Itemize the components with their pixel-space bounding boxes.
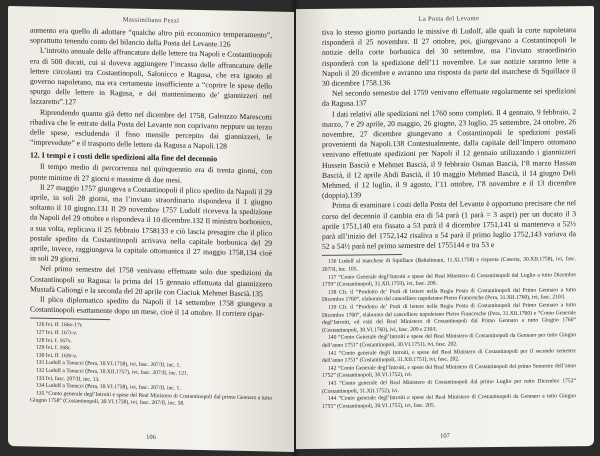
right-footnotes (322, 257, 576, 412)
footnote: 134 Ludolf a Tanucci (Pera, 10.VI.1758), ivi, fasc. 207/II, inc. 1. (36, 382, 181, 392)
footnote: 139 Cfr. il “Prodotto de’ Porti di lettere nella Regia Posta di Costantinopoli dal Primo Gennaro a tutto Dicembre 1760”, elaborato dal cancelliere napoletano Pietro Francesche (Pera, 31.XII.1760) e “Conto Generale degl’Introiti, ed esiti del Real Ministero di Costantinopoli dal Primo Gennaro a tutto Giugno 1760” (Costantinopoli, 30.VI.1760), ivi, fasc. 209 e 210/I. (322, 302, 576, 334)
footnote: 128 Ivi, f. 167v. (36, 337, 72, 345)
footnote: 130 Ivi, ff. 169r-v. (36, 352, 78, 360)
left-page (8, 6, 294, 452)
left-footnotes (30, 322, 272, 411)
footnote: 133 Ivi, fasc. 207/II, inc. 13. (36, 375, 100, 383)
right-page (296, 6, 594, 449)
footnote: 135 “Conto generale degl’Introiti e spese del Real Ministero di Costantinopoli dal primo Gennaro a tutto Giugno 1758” (Costantinopoli, 30.VI.1758), ivi, fasc. 207/II, inc. 58. (30, 390, 272, 408)
footnote: 143 “Conto generale del Real Ministero di Costantinopoli dal primo Luglio per tutto Dicembre 1752” (Costantinopoli, 31.XII.1752), ivi. (322, 378, 576, 395)
footnote: 137 “Conto Generale degl’Introiti e spese del Real Ministero di Costantinopoli dal Luglio a tutto Dicembre 1759” (Costantinopoli, 31.XII.1759), ivi, fasc. 209. (322, 271, 576, 289)
paragraph: Nel primo semestre del 1758 venivano effettuate solo due spedizioni da Costantinopoli su Ragusa: la prima del 15 gennaio effettuata dal giannizzero Mustafà Caliongi e la seconda del 20 aprile con Ciaciuk Mehmet Bascià.135 (30, 264, 272, 299)
paragraph: Riprendendo quanto già detto nel dicembre del 1758, Galeazzo Marescotti ribadiva che le entrate della Posta del Levante non coprivano neppure un terzo delle spese, escludendo il fisso mensile percepito dai giannizzeri, le “imprevedute” e il trasporto delle lettere da Ragusa a Napoli.128 (30, 107, 272, 151)
paragraph: Nel secondo semestre del 1759 venivano effettuate regolarmente sei spedizioni da Ragusa.137 (322, 86, 576, 109)
footnote: 132 Ludolf a Tanucci (Pera, 10.XII.1757), ivi, fasc. 207/II, inc. 121. (36, 367, 189, 377)
footnote: 141 “Conto generale degli Introiti, e spese del Real Ministero di Costantinopoli per il secondo semestre dell’anno 1751” (Costantinopoli, 31.XII.1751), ivi, fasc. 202. (322, 347, 576, 365)
footnote: 127 Ivi, ff. 167r-v. (36, 329, 78, 337)
paragraph: Il tempo medio di percorrenza nel quinquennio era di trenta giorni, con punte minime di 27 giorni e massime di due mesi. (30, 162, 272, 185)
footnote: 144 “Conto generale degl’Introiti e spese del Real Ministero di Costantinopoli da Gennaro a tutto Giugno 1755” (Costantinopoli, 30.VI.1755), ivi, fasc. 205. (322, 393, 576, 410)
footnote-rule (30, 318, 110, 321)
footnote: 126 Ivi, ff. 166v-17r. (36, 322, 83, 330)
footnote: 142 “Conto Generale degl’Introiti, e spese del Real Ministero di Costantinopoli del primo Semestre dell’anno 1752” (Costantinopoli, 30.VI.1752), ivi. (322, 362, 576, 380)
footnote-rule (322, 254, 402, 256)
footnote: 140 “Conto Generale degl’Introiti e spese del Real Ministero di Costantinopoli da Gennaro per tutto Giugno dell’anno 1751” (Costantinopoli, 30.VI.1751), ivi, fasc. 202. (322, 332, 576, 349)
page-number-left: 106 (146, 433, 156, 442)
footnote: 136 Ludolf al marchese di Squillace (Baltalimani, 11.XI.1758) e risposta (Caserta, 30.XII.1758), ivi, fasc. 207/II, inc. 105. (322, 256, 576, 273)
paragraph: L’introito annuale delle affrancature delle lettere tra Napoli e Costantinopoli era di 500 ducati, cui si doveva aggiungere l’incasso delle affrancature delle lettere circolanti tra Costantinopoli, Salonicco e Ragusa, che era ignoto al governo napoletano, ma era certamente insufficiente a “coprire le spese dello spurgo delle lettere in Ragusa, e del mantenimento de’ giannizzeri nel lazzaretto”.127 (30, 46, 272, 107)
paragraph: Il 27 maggio 1757 giungeva a Costantinopoli il plico spedito da Napoli il 29 aprile, in soli 28 giorni, ma l’inviato straordinario rispondeva il 1 giugno soltanto il 10 giugno.131 Il 29 novembre 1757 Ludolf riceveva la spedizione da Napoli del 29 ottobre e rispondeva il 10 dicembre.132 Il ministro borbonico, a sua volta, replicava il 25 febbraio 1758133 e ciò lascia presagire che il plico postale spedito da Costantinopoli arrivava nella capitale borbonica del 29 aprile, invece, raggiungeva la capitale ottomanica il 27 maggio 1758,134 cioè in soli 29 giorni. (30, 182, 272, 264)
page-number-right: 107 (440, 432, 450, 440)
paragraph: Prima di esaminare i costi della Posta del Levante è opportuno precisare che nel corso del decennio il cambio era di 54 parà (1 parà = 3 aspri) per un ducato il 3 aprile 1751,140 era fissato a 53 parà il 4 dicembre 1751,141 si manteneva a 52½ parà all’inizio del 1752,142 risaliva a 54 parà il primo luglio 1752,143 variava da 52 a 54½ parà nel primo semestre del 1755144 e tra 53 e (322, 198, 576, 252)
left-body-text (30, 25, 272, 320)
section-title: 12. I tempi e i costi delle spedizioni alla fine del decennio (30, 150, 218, 164)
right-body-text (322, 25, 576, 252)
paragraph: Il plico diplomatico spedito da Napoli il 14 settembre 1758 giungeva a Costantinopoli esattamente dopo un mese, cioè il 14 ottobre. Il corriere ripar- (30, 294, 272, 319)
paragraph: I dati relativi alle spedizioni nel 1760 sono completi. Il 4 gennaio, 9 febbraio, 2 marzo, 7 e 29 aprile, 20 maggio, 26 giugno, 23 luglio, 25 settembre, 24 ottobre, 26 novembre, 27 dicembre giungevano a Costantinopoli le spedizioni postali provenienti da Napoli.138 Contestualmente, dalla capitale dell’Impero ottomano venivano effettuate spedizioni per Napoli il 12 gennaio utilizzando i giannizzeri Hussein Bascià e Mehmet Bascià, il 9 febbraio Osman Bascià, l’8 marzo Hassan Bascià, il 12 aprile Abdi Bascià, il 10 maggio Mehmed Bascià, il 14 giugno Deli Mehmed, il 12 luglio, il 9 agosto, l’11 ottobre, l’8 novembre e il 13 dicembre (doppia).139 (322, 106, 576, 201)
footnote: 138 Cfr. il “Prodotto de’ Porti di lettere nella Regia Posta di Costantinopoli dal Primo Gennaro a tutto Dicembre 1760”, elaborato dal cancelliere napoletano Pietro Francesche (Pera, 31.XII.1760), ivi, fasc. 210/I. (322, 287, 576, 304)
running-head-author: Massimiliano Pezzi (122, 16, 180, 25)
paragraph: aumento era quello di adottare “qualche altro più economico temperamento”, soprattutto tenendo conto del bilancio della Posta del Levante.126 (30, 25, 272, 49)
footnote: 129 Ivi, f. 168r. (36, 344, 71, 352)
running-head-title: La Posta del Levante (418, 15, 480, 23)
footnote: 131 Ludolf a Tanucci (Pera, 10.VI.1758), ivi, fasc. 207/II, inc. 1. (36, 360, 181, 370)
paragraph: tiva lo stesso giorno portando le missive di Ludolf, alle quali la corte napoletana risponderà il 25 novembre. Il 27 ottobre, poi, giungevano a Costantinopoli le notizie della corte borbonica del 30 settembre, ma l’inviato straordinario risponderà con la spedizione dell’11 novembre. Le sue notizie saranno lette a Napoli il 20 dicembre e avranno una risposta da parte del marchese di Squillace il 30 dicembre 1758.136 (322, 25, 576, 88)
